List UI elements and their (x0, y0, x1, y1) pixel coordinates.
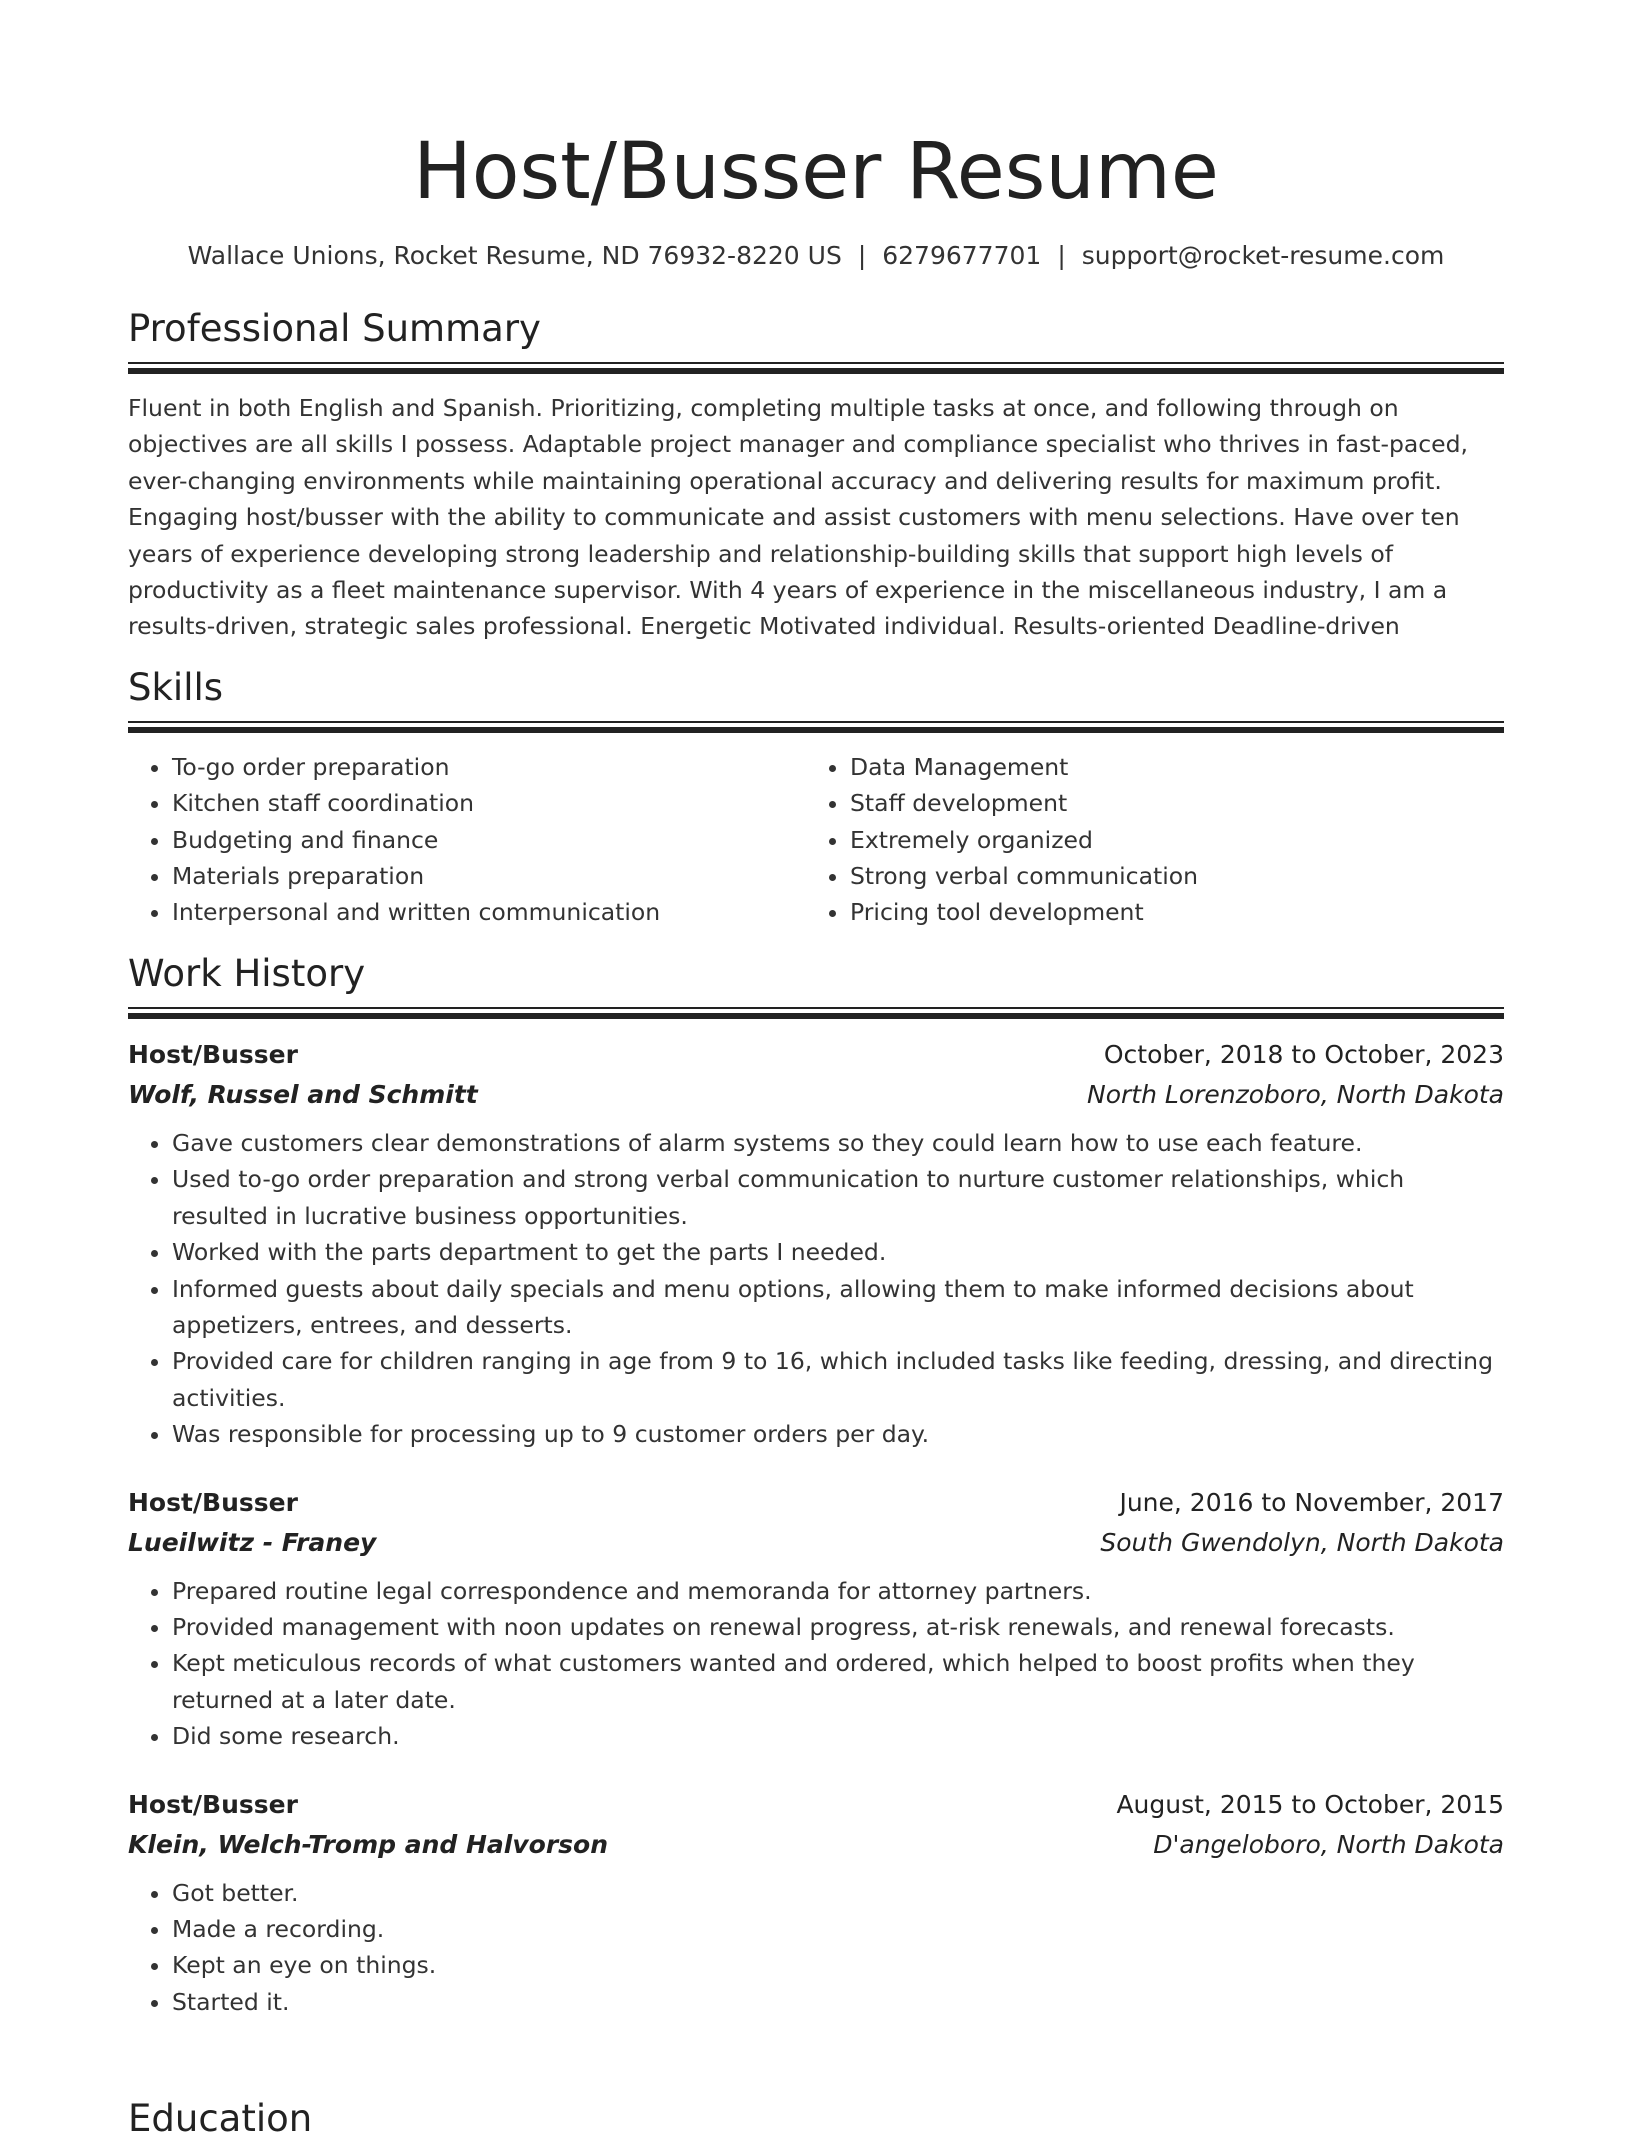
job-header (128, 1035, 1504, 1075)
job-title: Host/Busser (128, 1039, 298, 1069)
contact-separator: | (1057, 241, 1066, 270)
skill-item: • Strong verbal communication (850, 858, 1484, 894)
contact-line (128, 226, 1504, 286)
job-bullet: • Informed guests about daily specials and menu options, allowing them to make informed decisions about appetizers, entrees, and desserts. (172, 1271, 1504, 1344)
job-bullet: • Made a recording. (172, 1911, 1504, 1947)
job-bullets (128, 1875, 1504, 2021)
job-bullet: • Started it. (172, 1984, 1504, 2020)
job-header (128, 1483, 1504, 1523)
contact-separator: | (857, 241, 867, 270)
section-heading-summary: Professional Summary (128, 307, 541, 350)
job-company: Wolf, Russel and Schmitt (128, 1079, 478, 1109)
job-bullet: • Gave customers clear demonstrations of alarm systems so they could learn how to use each feature. (172, 1125, 1504, 1161)
job-bullet: • Provided care for children ranging in age from 9 to 16, which included tasks like feeding, dressing, and directing activities. (172, 1343, 1504, 1416)
job-dates: June, 2016 to November, 2017 (1119, 1487, 1504, 1517)
job-bullet: • Did some research. (172, 1718, 1504, 1754)
skill-item: • Materials preparation (172, 858, 806, 894)
skill-item: • To-go order preparation (172, 749, 806, 785)
job-bullets (128, 1573, 1504, 1755)
skill-item: • Data Management (850, 749, 1484, 785)
section-heading-skills: Skills (128, 665, 224, 709)
contact-address: Wallace Unions, Rocket Resume, ND 76932-8220 US (187, 241, 842, 270)
job-bullet: • Worked with the parts department to get the parts I needed. (172, 1234, 1504, 1270)
job-subheader (128, 1075, 1504, 1115)
skill-item: • Kitchen staff coordination (172, 785, 806, 821)
job-bullet: • Used to-go order preparation and strong verbal communication to nurture customer relationships, which resulted in lucrative business opportunities. (172, 1161, 1504, 1234)
job-location: North Lorenzoboro, North Dakota (1087, 1079, 1504, 1109)
job-location: D'angeloboro, North Dakota (1153, 1829, 1504, 1859)
job-company: Lueilwitz - Franey (128, 1527, 377, 1557)
section-divider (128, 1005, 1504, 1021)
job-location: South Gwendolyn, North Dakota (1100, 1527, 1504, 1557)
resume-title: Host/Busser Resume (413, 127, 1219, 217)
job-entry (128, 1483, 1504, 1755)
job-subheader (128, 1825, 1504, 1865)
job-title: Host/Busser (128, 1487, 298, 1517)
job-dates: August, 2015 to October, 2015 (1116, 1789, 1504, 1819)
skills-grid (128, 749, 1504, 931)
skill-item: • Pricing tool development (850, 894, 1484, 930)
job-bullet: • Got better. (172, 1875, 1504, 1911)
skill-item: • Budgeting and finance (172, 822, 806, 858)
job-bullet: • Kept meticulous records of what customers wanted and ordered, which helped to boost profits when they returned at a later date. (172, 1645, 1504, 1718)
job-bullet: • Was responsible for processing up to 9 customer orders per day. (172, 1416, 1504, 1452)
skill-item: • Staff development (850, 785, 1484, 821)
job-bullet: • Kept an eye on things. (172, 1947, 1504, 1983)
contact-email: support@rocket-resume.com (1081, 241, 1445, 270)
skill-item: • Interpersonal and written communication (172, 894, 806, 930)
section-heading-work-history: Work History (128, 951, 366, 995)
section-divider (128, 360, 1504, 376)
section-heading-education: Education (128, 2097, 313, 2140)
resume-page (128, 0, 1504, 2140)
skill-item: • Extremely organized (850, 822, 1484, 858)
job-company: Klein, Welch-Tromp and Halvorson (128, 1829, 609, 1859)
job-subheader (128, 1523, 1504, 1563)
skills-column-left (128, 749, 806, 931)
job-title: Host/Busser (128, 1789, 298, 1819)
job-entry (128, 1785, 1504, 2021)
job-header (128, 1785, 1504, 1825)
job-bullet: • Prepared routine legal correspondence and memoranda for attorney partners. (172, 1573, 1504, 1609)
section-divider (128, 719, 1504, 735)
job-dates: October, 2018 to October, 2023 (1103, 1039, 1504, 1069)
skills-column-right (806, 749, 1484, 931)
job-bullet: • Provided management with noon updates on renewal progress, at-risk renewals, and renewal forecasts. (172, 1609, 1504, 1645)
contact-phone: 6279677701 (882, 241, 1042, 270)
job-bullets (128, 1125, 1504, 1453)
job-entry (128, 1035, 1504, 1453)
summary-text: Fluent in both English and Spanish. Prioritizing, completing multiple tasks at once, and following through on objectives are all skills I possess. Adaptable project manager and compliance specialist who thrives in fast-paced, ever-changing environments while maintaining operational accuracy and delivering results for maximum profit. Engaging host/busser with the ability to communicate and assist customers with menu selections. Have over ten years of experience developing strong leadership and relationship-building skills that support high levels of productivity as a fleet maintenance supervisor. With 4 years of experience in the miscellaneous industry, I am a results-driven, strategic sales professional. Energetic Motivated individual. Results-oriented Deadline-driven (128, 394, 1469, 641)
